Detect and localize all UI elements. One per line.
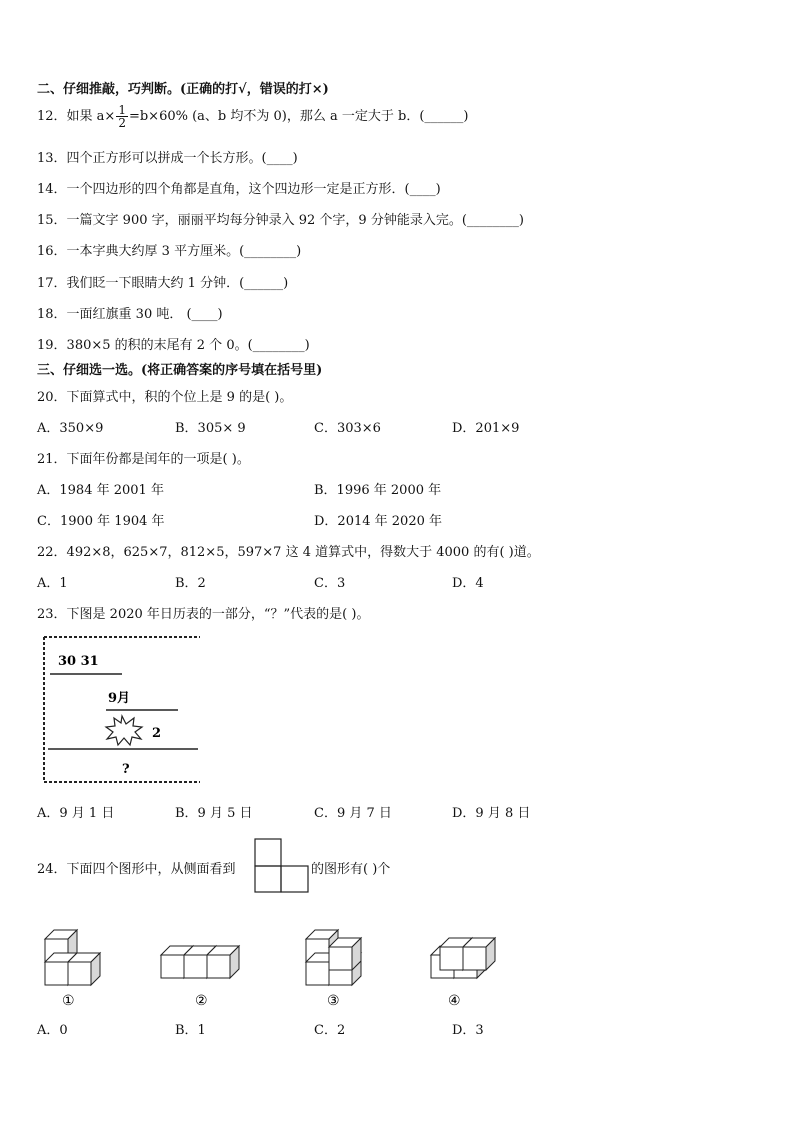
figure-3 bbox=[306, 930, 361, 985]
question-23: 23．下图是 2020 年日历表的一部分，“？”代表的是( )。 bbox=[37, 607, 370, 622]
question-18: 18．一面红旗重 30 吨． (____) bbox=[37, 307, 223, 322]
q21-option-c: C．1900 年 1904 年 bbox=[37, 514, 165, 529]
figure-label-4: ④ bbox=[448, 993, 461, 1009]
q12-pre: 12．如果 a× bbox=[37, 109, 116, 124]
q24-stem-pre: 24．下面四个图形中，从侧面看到 bbox=[37, 862, 236, 877]
section3-title: 三、仔细选一选。(将正确答案的序号填在括号里) bbox=[37, 363, 323, 378]
q22-option-b: B．2 bbox=[175, 576, 206, 591]
q21-option-b: B．1996 年 2000 年 bbox=[314, 483, 442, 498]
question-15: 15．一篇文字 900 字，丽丽平均每分钟录入 92 个字，9 分钟能录入完。(________) bbox=[37, 213, 524, 228]
q24-option-c: C．2 bbox=[314, 1023, 346, 1038]
figure-2 bbox=[161, 946, 239, 978]
q22-option-c: C．3 bbox=[314, 576, 346, 591]
q22-option-a: A．1 bbox=[37, 576, 68, 591]
figure-label-2: ② bbox=[195, 993, 208, 1009]
q12-frac-den: 2 bbox=[118, 116, 126, 130]
q12-post: =b×60% (a、b 均不为 0)，那么 a 一定大于 b．(______) bbox=[128, 109, 469, 124]
calendar-question-mark: ? bbox=[122, 762, 130, 777]
calendar-month: 9月 bbox=[108, 691, 131, 706]
side-view-shape bbox=[254, 838, 310, 894]
calendar-fragment bbox=[40, 634, 210, 786]
q23-option-b: B．9 月 5 日 bbox=[175, 806, 253, 821]
q23-option-c: C．9 月 7 日 bbox=[314, 806, 392, 821]
q24-option-a: A．0 bbox=[37, 1023, 68, 1038]
q24-option-d: D．3 bbox=[452, 1023, 484, 1038]
q21-option-d: D．2014 年 2020 年 bbox=[314, 514, 442, 529]
figure-4 bbox=[431, 938, 495, 978]
q24-option-b: B．1 bbox=[175, 1023, 206, 1038]
q23-option-a: A．9 月 1 日 bbox=[37, 806, 115, 821]
q20-option-b: B．305× 9 bbox=[175, 421, 246, 436]
question-20: 20．下面算式中，积的个位上是 9 的是( )。 bbox=[37, 390, 293, 405]
q21-option-a: A．1984 年 2001 年 bbox=[37, 483, 164, 498]
figure-1 bbox=[45, 930, 100, 985]
question-19: 19．380×5 的积的末尾有 2 个 0。(________) bbox=[37, 338, 310, 353]
calendar-day-2: 2 bbox=[152, 726, 162, 741]
q20-option-c: C．303×6 bbox=[314, 421, 381, 436]
question-13: 13．四个正方形可以拼成一个长方形。(____) bbox=[37, 151, 298, 166]
q22-option-d: D．4 bbox=[452, 576, 484, 591]
question-22: 22．492×8，625×7，812×5，597×7 这 4 道算式中，得数大于 4000 的有( )道。 bbox=[37, 545, 540, 560]
question-12 bbox=[37, 104, 468, 129]
question-14: 14．一个四边形的四个角都是直角，这个四边形一定是正方形．(____) bbox=[37, 182, 441, 197]
cube-figures bbox=[40, 924, 510, 1014]
q23-option-d: D．9 月 8 日 bbox=[452, 806, 531, 821]
question-17: 17．我们眨一下眼睛大约 1 分钟．(______) bbox=[37, 276, 289, 291]
calendar-days-top: 30 31 bbox=[58, 654, 99, 669]
figure-label-1: ① bbox=[62, 993, 75, 1009]
q20-option-a: A．350×9 bbox=[37, 421, 104, 436]
q12-frac-num: 1 bbox=[118, 103, 126, 117]
question-16: 16．一本字典大约厚 3 平方厘米。(________) bbox=[37, 244, 302, 259]
figure-label-3: ③ bbox=[327, 993, 340, 1009]
q12-fraction bbox=[116, 104, 128, 129]
q24-stem-post: 的图形有( )个 bbox=[311, 862, 391, 877]
section2-title: 二、仔细推敲，巧判断。(正确的打√，错误的打×) bbox=[37, 82, 329, 97]
starburst-icon bbox=[106, 716, 142, 745]
q20-option-d: D．201×9 bbox=[452, 421, 520, 436]
question-21: 21．下面年份都是闰年的一项是( )。 bbox=[37, 452, 250, 467]
